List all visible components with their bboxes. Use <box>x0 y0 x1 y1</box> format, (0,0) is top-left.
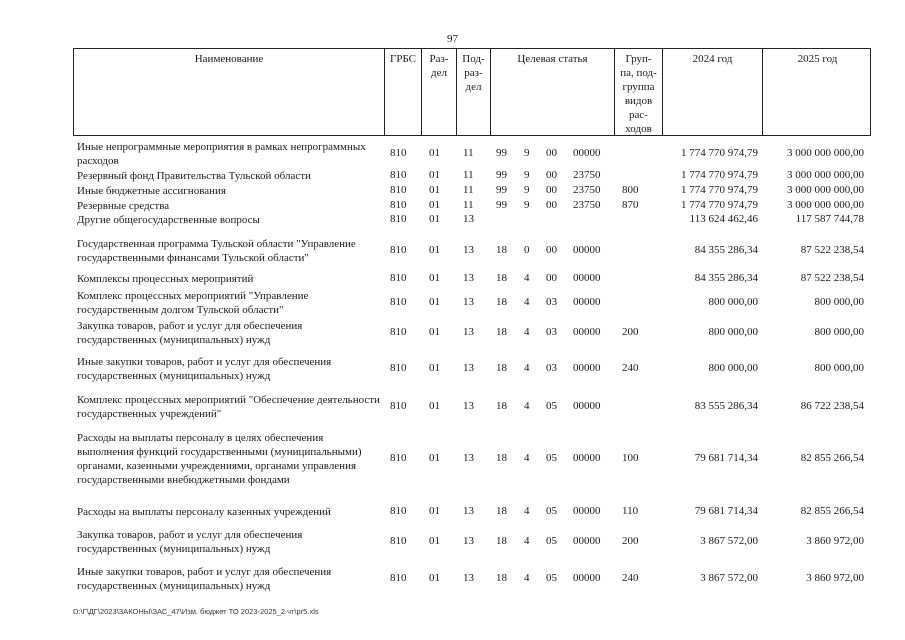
cell-c1: 99 <box>496 199 507 211</box>
cell-c3: 05 <box>546 572 557 584</box>
cell-c3: 03 <box>546 296 557 308</box>
table-row <box>0 528 905 556</box>
row-name: Иные бюджетные ассигнования <box>77 185 226 197</box>
cell-c3: 05 <box>546 505 557 517</box>
cell-c3: 03 <box>546 326 557 338</box>
cell-rz: 01 <box>429 169 440 181</box>
cell-c1: 18 <box>496 535 507 547</box>
cell-c1: 18 <box>496 244 507 256</box>
cell-2024: 83 555 286,34 <box>694 400 758 412</box>
cell-grbs: 810 <box>390 147 407 159</box>
cell-vr: 200 <box>622 535 639 547</box>
cell-2024: 800 000,00 <box>708 326 758 338</box>
cell-rz: 01 <box>429 452 440 464</box>
row-name: Комплексы процессных мероприятий <box>77 273 254 285</box>
cell-vr: 110 <box>622 505 639 517</box>
cell-pr: 13 <box>463 362 474 374</box>
cell-pr: 13 <box>463 326 474 338</box>
cell-2024: 1 774 770 974,79 <box>681 184 758 196</box>
cell-rz: 01 <box>429 326 440 338</box>
header-2024: 2024 год <box>662 49 762 135</box>
cell-c4: 00000 <box>573 572 601 584</box>
cell-grbs: 810 <box>390 400 407 412</box>
cell-c1: 18 <box>496 400 507 412</box>
cell-c1: 99 <box>496 147 507 159</box>
cell-c3: 05 <box>546 400 557 412</box>
cell-grbs: 810 <box>390 184 407 196</box>
cell-2025: 3 000 000 000,00 <box>787 184 864 196</box>
cell-c1: 18 <box>496 272 507 284</box>
cell-2024: 1 774 770 974,79 <box>681 199 758 211</box>
cell-c2: 4 <box>524 535 530 547</box>
row-name: Другие общегосударственные вопросы <box>77 214 260 226</box>
cell-pr: 13 <box>463 213 474 225</box>
cell-c4: 23750 <box>573 169 601 181</box>
cell-c1: 18 <box>496 452 507 464</box>
cell-c3: 00 <box>546 184 557 196</box>
cell-c2: 4 <box>524 272 530 284</box>
cell-c3: 00 <box>546 147 557 159</box>
cell-vr: 870 <box>622 199 639 211</box>
cell-2025: 3 000 000 000,00 <box>787 169 864 181</box>
cell-c4: 00000 <box>573 535 601 547</box>
header-podrazdel: Под- раз- дел <box>456 49 490 135</box>
row-name: Закупка товаров, работ и услуг для обеспечения государственных (муниципальных) нужд <box>77 529 303 555</box>
cell-c2: 9 <box>524 147 530 159</box>
cell-2025: 800 000,00 <box>814 362 864 374</box>
cell-c4: 00000 <box>573 244 601 256</box>
cell-c4: 00000 <box>573 326 601 338</box>
cell-rz: 01 <box>429 184 440 196</box>
cell-pr: 13 <box>463 400 474 412</box>
cell-c1: 18 <box>496 326 507 338</box>
cell-pr: 13 <box>463 272 474 284</box>
cell-rz: 01 <box>429 213 440 225</box>
cell-c2: 0 <box>524 244 530 256</box>
cell-2025: 87 522 238,54 <box>800 272 864 284</box>
cell-grbs: 810 <box>390 199 407 211</box>
header-2025: 2025 год <box>762 49 872 135</box>
table-row <box>0 289 905 317</box>
cell-c4: 23750 <box>573 199 601 211</box>
cell-rz: 01 <box>429 572 440 584</box>
cell-2025: 87 522 238,54 <box>800 244 864 256</box>
cell-pr: 11 <box>463 147 474 159</box>
cell-2025: 3 000 000 000,00 <box>787 199 864 211</box>
cell-2024: 800 000,00 <box>708 362 758 374</box>
cell-2025: 800 000,00 <box>814 326 864 338</box>
row-name: Государственная программа Тульской области "Управление государственными финансами Тульской области" <box>77 238 356 264</box>
table-row <box>0 505 905 519</box>
cell-rz: 01 <box>429 535 440 547</box>
row-name: Иные непрограммные мероприятия в рамках непрограммных расходов <box>77 141 366 167</box>
table-row <box>0 272 905 286</box>
cell-2025: 82 855 266,54 <box>800 452 864 464</box>
row-name: Закупка товаров, работ и услуг для обеспечения государственных (муниципальных) нужд <box>77 320 303 346</box>
cell-pr: 13 <box>463 296 474 308</box>
header-name: Наименование <box>194 53 264 65</box>
cell-c2: 4 <box>524 505 530 517</box>
page-number: 97 <box>447 33 458 45</box>
row-name: Комплекс процессных мероприятий "Управление государственным долгом Тульской области" <box>77 290 309 316</box>
cell-pr: 11 <box>463 184 474 196</box>
cell-2025: 82 855 266,54 <box>800 505 864 517</box>
cell-c4: 23750 <box>573 184 601 196</box>
header-razdel: Раз- дел <box>421 49 456 135</box>
cell-c2: 9 <box>524 199 530 211</box>
cell-c3: 03 <box>546 362 557 374</box>
row-name: Иные закупки товаров, работ и услуг для обеспечения государственных (муниципальных) нужд <box>77 566 332 592</box>
cell-pr: 13 <box>463 452 474 464</box>
cell-vr: 100 <box>622 452 639 464</box>
cell-c4: 00000 <box>573 452 601 464</box>
cell-2024: 113 624 462,46 <box>689 213 758 225</box>
cell-2024: 84 355 286,34 <box>694 244 758 256</box>
cell-c4: 00000 <box>573 505 601 517</box>
cell-c3: 00 <box>546 169 557 181</box>
cell-c2: 4 <box>524 400 530 412</box>
cell-c3: 05 <box>546 452 557 464</box>
cell-rz: 01 <box>429 505 440 517</box>
cell-2024: 1 774 770 974,79 <box>681 147 758 159</box>
cell-2024: 800 000,00 <box>708 296 758 308</box>
table-row <box>0 319 905 347</box>
cell-c4: 00000 <box>573 400 601 412</box>
cell-2024: 79 681 714,34 <box>694 452 758 464</box>
cell-c2: 9 <box>524 184 530 196</box>
cell-c1: 99 <box>496 184 507 196</box>
cell-2025: 3 000 000 000,00 <box>787 147 864 159</box>
cell-c3: 00 <box>546 244 557 256</box>
table-row <box>0 199 905 213</box>
cell-pr: 13 <box>463 505 474 517</box>
cell-c2: 4 <box>524 296 530 308</box>
cell-rz: 01 <box>429 244 440 256</box>
cell-c1: 18 <box>496 505 507 517</box>
cell-rz: 01 <box>429 199 440 211</box>
cell-2025: 117 587 744,78 <box>795 213 864 225</box>
header-expense-group: Груп- па, под- группа видов рас- ходов <box>614 49 662 135</box>
cell-grbs: 810 <box>390 572 407 584</box>
cell-2024: 3 867 572,00 <box>700 535 758 547</box>
cell-2025: 3 860 972,00 <box>806 572 864 584</box>
cell-grbs: 810 <box>390 362 407 374</box>
cell-grbs: 810 <box>390 452 407 464</box>
table-row <box>0 237 905 265</box>
table-row <box>0 431 905 487</box>
cell-2024: 79 681 714,34 <box>694 505 758 517</box>
table-row <box>0 213 905 227</box>
cell-2024: 3 867 572,00 <box>700 572 758 584</box>
cell-c4: 00000 <box>573 362 601 374</box>
cell-pr: 11 <box>463 199 474 211</box>
row-name: Комплекс процессных мероприятий "Обеспечение деятельности государственных учреждений" <box>77 394 380 420</box>
cell-2025: 3 860 972,00 <box>806 535 864 547</box>
row-name: Резервный фонд Правительства Тульской области <box>77 170 311 182</box>
table-row <box>0 393 905 421</box>
cell-vr: 240 <box>622 572 639 584</box>
table-row <box>0 140 905 168</box>
cell-2024: 1 774 770 974,79 <box>681 169 758 181</box>
cell-rz: 01 <box>429 362 440 374</box>
cell-pr: 13 <box>463 572 474 584</box>
cell-pr: 11 <box>463 169 474 181</box>
cell-c2: 9 <box>524 169 530 181</box>
cell-c2: 4 <box>524 362 530 374</box>
cell-grbs: 810 <box>390 213 407 225</box>
cell-c4: 00000 <box>573 296 601 308</box>
cell-grbs: 810 <box>390 326 407 338</box>
cell-c2: 4 <box>524 452 530 464</box>
row-name: Расходы на выплаты персоналу в целях обеспечения выполнения функций государственными (муниципальными) органами, казенными учреждениями, органами управления государственными внебюджетными фондами <box>77 432 362 486</box>
cell-c1: 18 <box>496 362 507 374</box>
cell-rz: 01 <box>429 296 440 308</box>
cell-grbs: 810 <box>390 272 407 284</box>
cell-rz: 01 <box>429 400 440 412</box>
cell-pr: 13 <box>463 535 474 547</box>
cell-c3: 00 <box>546 199 557 211</box>
row-name: Резервные средства <box>77 200 170 212</box>
cell-pr: 13 <box>463 244 474 256</box>
cell-grbs: 810 <box>390 505 407 517</box>
cell-grbs: 810 <box>390 244 407 256</box>
cell-c4: 00000 <box>573 272 601 284</box>
table-row <box>0 169 905 183</box>
cell-c4: 00000 <box>573 147 601 159</box>
table-row <box>0 184 905 198</box>
cell-c1: 18 <box>496 572 507 584</box>
cell-grbs: 810 <box>390 535 407 547</box>
cell-c2: 4 <box>524 326 530 338</box>
cell-vr: 240 <box>622 362 639 374</box>
cell-grbs: 810 <box>390 296 407 308</box>
row-name: Иные закупки товаров, работ и услуг для обеспечения государственных (муниципальных) нужд <box>77 356 332 382</box>
file-path-footer: D:\Г\ДГ\2023\ЗАКОНЫ\ЗАС_47\Изм. бюджет ТО 2023-2025_2 чт\pr5.xls <box>73 607 319 616</box>
cell-vr: 800 <box>622 184 639 196</box>
cell-vr: 200 <box>622 326 639 338</box>
table-row <box>0 565 905 593</box>
cell-c1: 18 <box>496 296 507 308</box>
header-target-article: Целевая статья <box>490 49 614 135</box>
cell-rz: 01 <box>429 272 440 284</box>
table-row <box>0 355 905 383</box>
header-grbs: ГРБС <box>384 49 421 135</box>
row-name: Расходы на выплаты персоналу казенных учреждений <box>77 506 331 518</box>
cell-2025: 800 000,00 <box>814 296 864 308</box>
cell-c3: 05 <box>546 535 557 547</box>
cell-rz: 01 <box>429 147 440 159</box>
cell-2024: 84 355 286,34 <box>694 272 758 284</box>
cell-c3: 00 <box>546 272 557 284</box>
cell-c2: 4 <box>524 572 530 584</box>
cell-grbs: 810 <box>390 169 407 181</box>
table-header <box>73 48 871 136</box>
cell-2025: 86 722 238,54 <box>800 400 864 412</box>
cell-c1: 99 <box>496 169 507 181</box>
